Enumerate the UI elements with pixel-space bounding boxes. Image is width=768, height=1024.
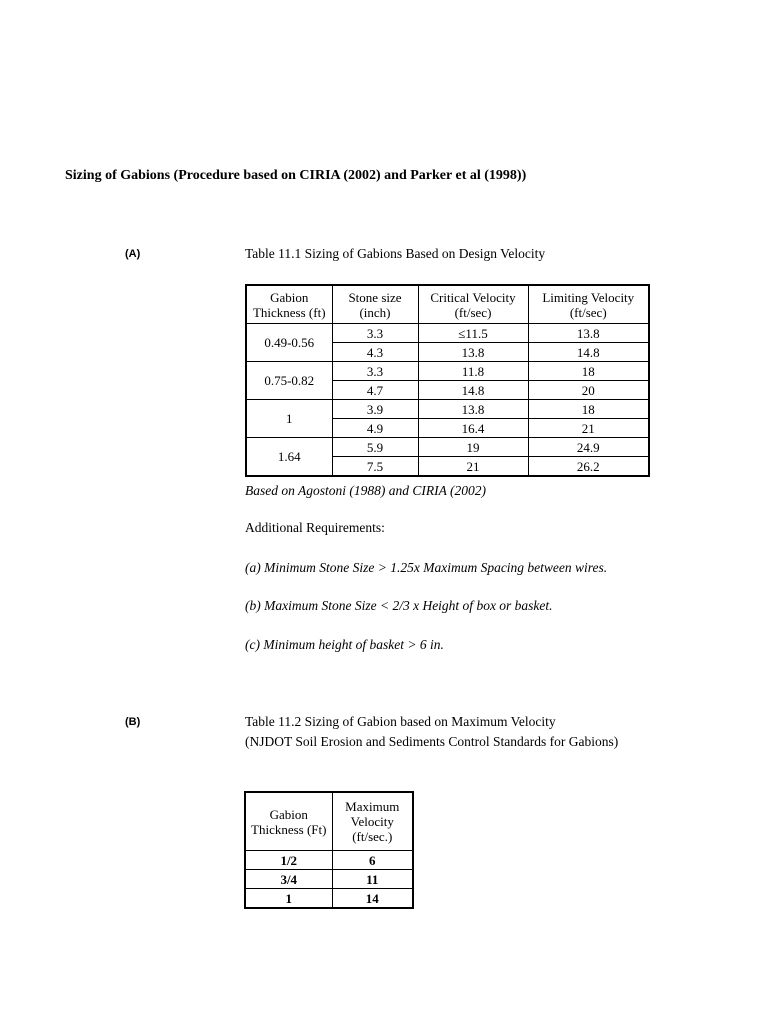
header-critical-velocity: Critical Velocity (ft/sec) [418,285,528,324]
cell-critical: 14.8 [418,381,528,400]
header-limiting-velocity: Limiting Velocity (ft/sec) [528,285,649,324]
cell-stone: 5.9 [332,438,418,457]
cell-thickness: 1 [245,889,332,909]
cell-critical: 19 [418,438,528,457]
cell-gabion-thickness: 1 [246,400,332,438]
section-b-label: (B) [125,716,141,728]
cell-gabion-thickness: 0.75-0.82 [246,362,332,400]
requirement-a: (a) Minimum Stone Size > 1.25x Maximum Spacing between wires. [245,560,608,575]
cell-velocity: 6 [332,851,413,870]
table-1-source-note: Based on Agostoni (1988) and CIRIA (2002) [245,483,486,498]
cell-stone: 3.3 [332,362,418,381]
cell-velocity: 11 [332,870,413,889]
table-2-caption-line-2: (NJDOT Soil Erosion and Sediments Control Standards for Gabions) [245,734,619,749]
cell-limiting: 21 [528,419,649,438]
cell-thickness: 1/2 [245,851,332,870]
table-1-caption: Table 11.1 Sizing of Gabions Based on Design Velocity [245,246,546,261]
table-row [246,362,649,381]
table-gabion-maximum-velocity [244,791,414,909]
cell-gabion-thickness: 0.49-0.56 [246,324,332,362]
cell-critical: 11.8 [418,362,528,381]
table-row [246,324,649,343]
cell-critical: 21 [418,457,528,477]
cell-limiting: 18 [528,362,649,381]
cell-critical: 13.8 [418,400,528,419]
cell-limiting: 26.2 [528,457,649,477]
table-2-caption-line-1: Table 11.2 Sizing of Gabion based on Maximum Velocity [245,714,556,729]
requirement-b: (b) Maximum Stone Size < 2/3 x Height of box or basket. [245,598,553,613]
cell-stone: 3.9 [332,400,418,419]
document-title: Sizing of Gabions (Procedure based on CIRIA (2002) and Parker et al (1998)) [65,168,527,183]
table-row [245,870,413,889]
header-stone-size: Stone size (inch) [332,285,418,324]
table-gabion-design-velocity [245,284,650,477]
header-gabion-thickness-ft: Gabion Thickness (Ft) [245,792,332,851]
cell-velocity: 14 [332,889,413,909]
cell-critical: 16.4 [418,419,528,438]
table-row [246,400,649,419]
cell-stone: 7.5 [332,457,418,477]
additional-requirements-heading: Additional Requirements: [245,520,385,535]
cell-critical: 13.8 [418,343,528,362]
header-gabion-thickness: Gabion Thickness (ft) [246,285,332,324]
cell-thickness: 3/4 [245,870,332,889]
cell-critical: ≤11.5 [418,324,528,343]
cell-gabion-thickness: 1.64 [246,438,332,477]
table-row [245,851,413,870]
cell-limiting: 14.8 [528,343,649,362]
header-maximum-velocity: Maximum Velocity (ft/sec.) [332,792,413,851]
cell-stone: 4.9 [332,419,418,438]
cell-limiting: 24.9 [528,438,649,457]
cell-stone: 4.7 [332,381,418,400]
cell-limiting: 20 [528,381,649,400]
table-row [246,438,649,457]
section-a-label: (A) [125,248,141,260]
table-row [245,889,413,909]
cell-limiting: 18 [528,400,649,419]
cell-stone: 4.3 [332,343,418,362]
cell-stone: 3.3 [332,324,418,343]
requirement-c: (c) Minimum height of basket > 6 in. [245,637,444,652]
cell-limiting: 13.8 [528,324,649,343]
